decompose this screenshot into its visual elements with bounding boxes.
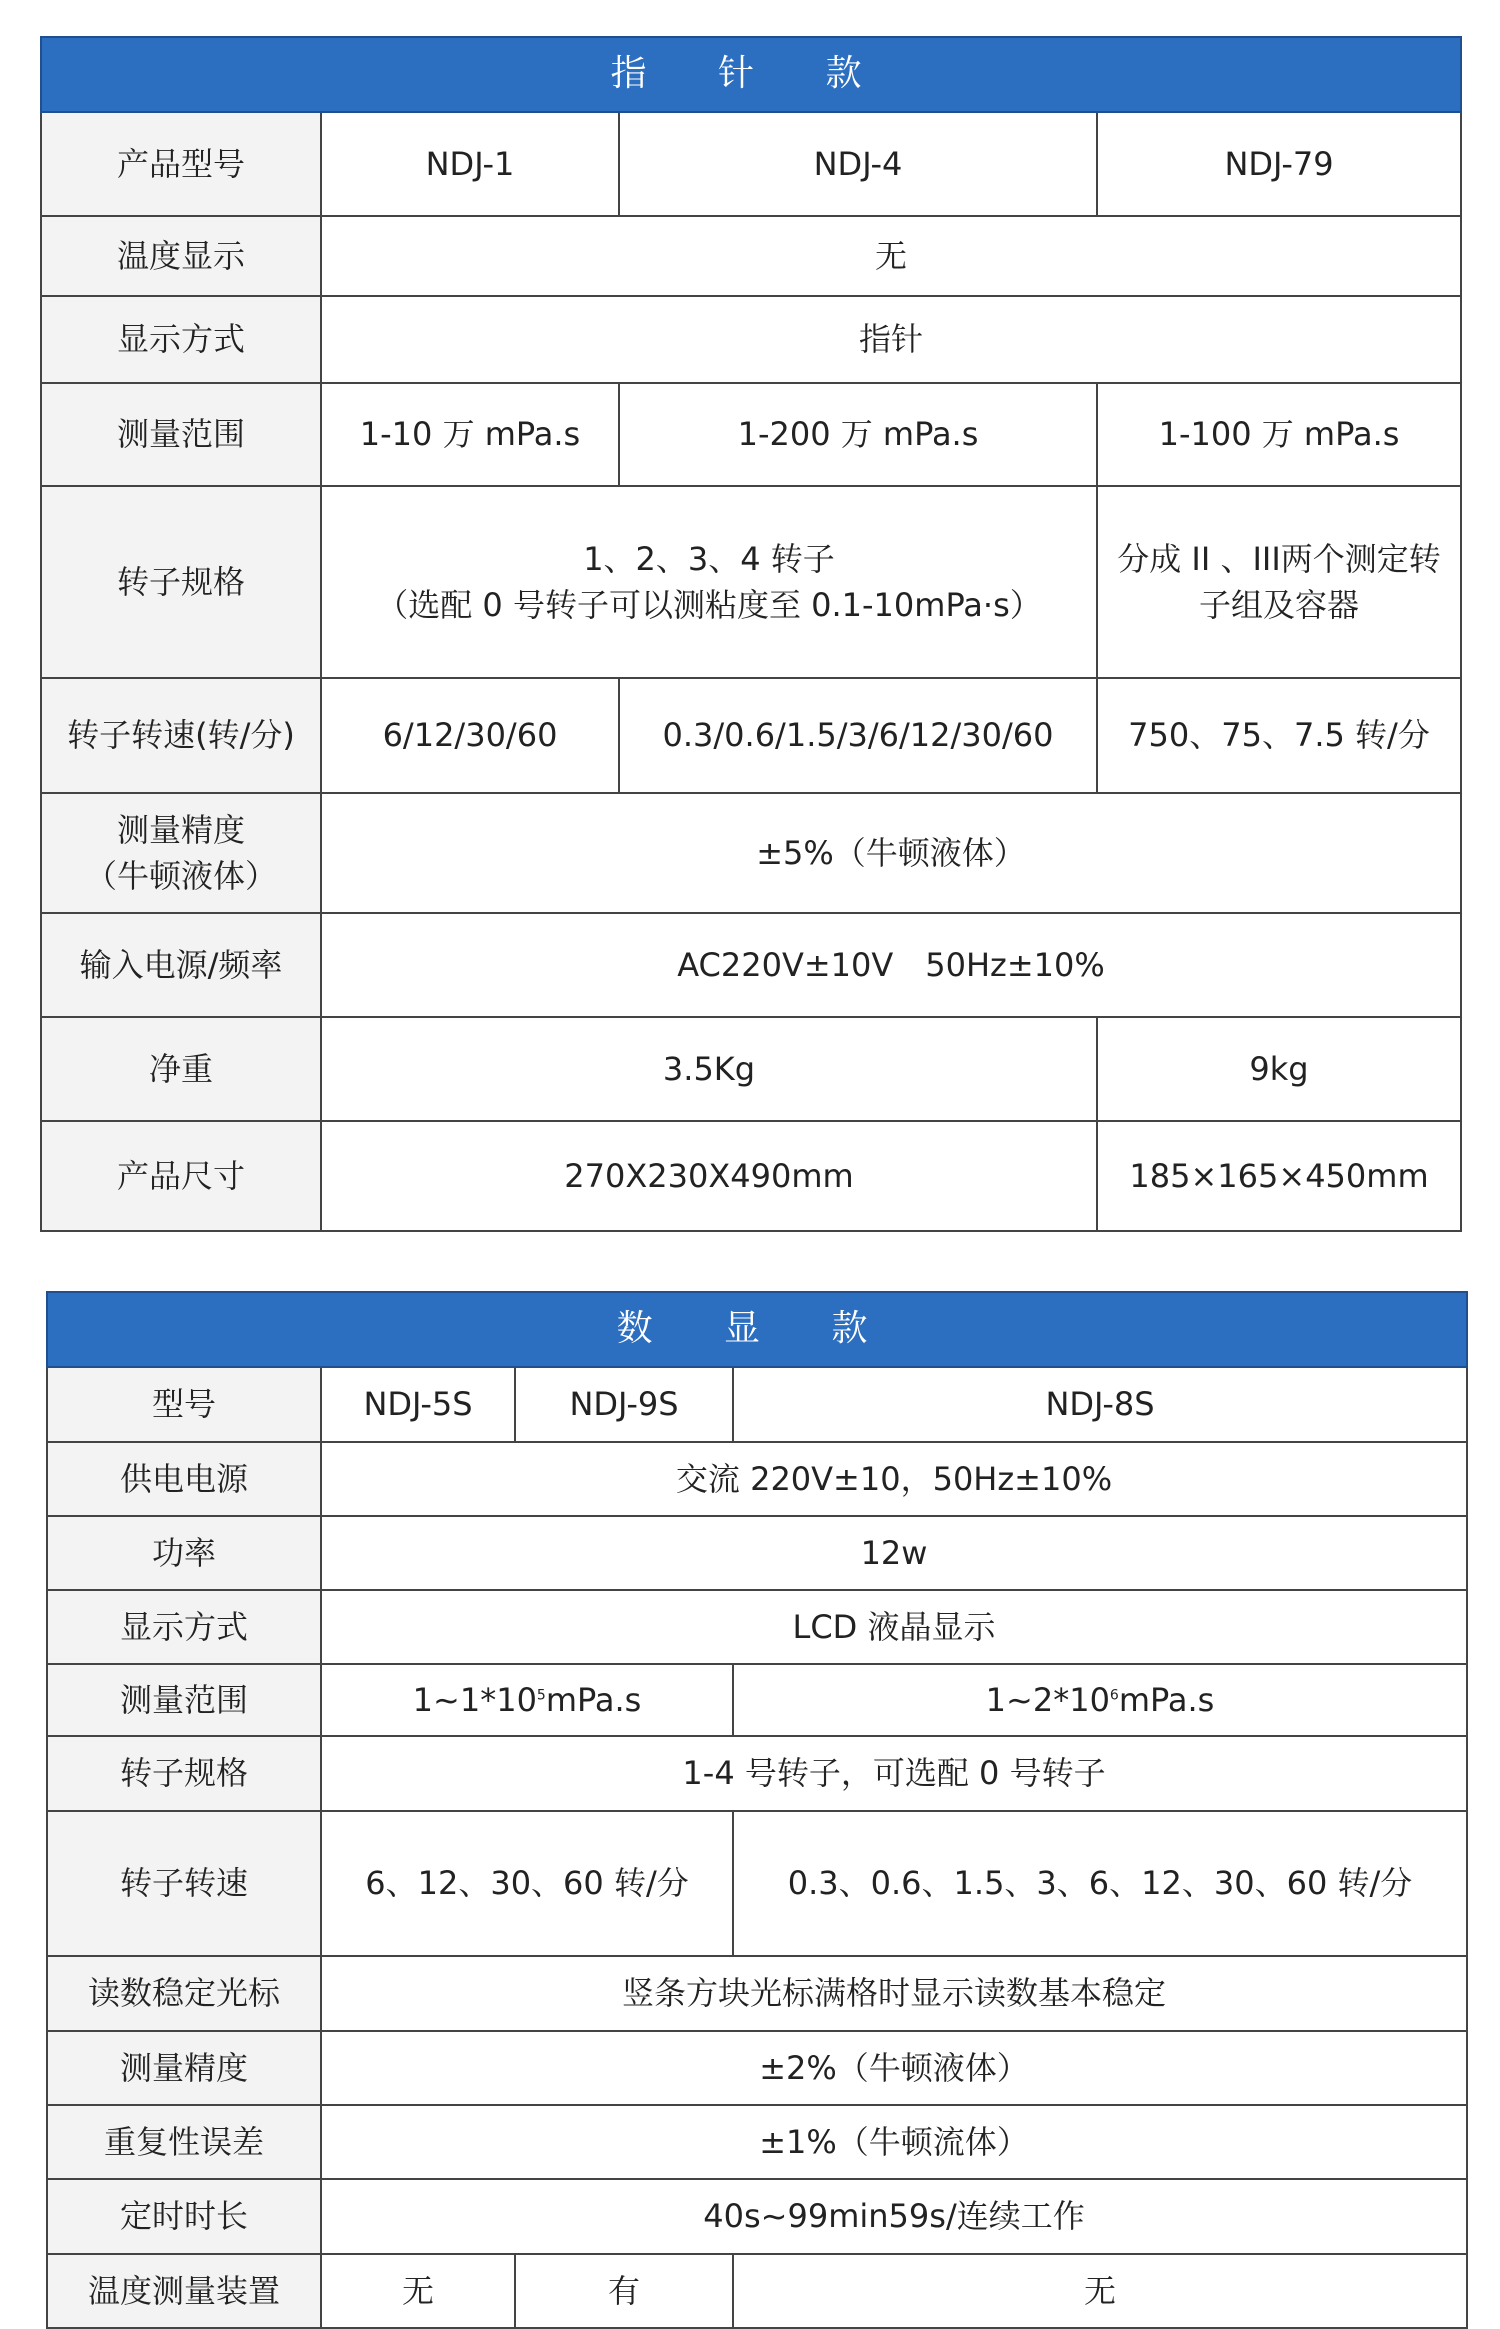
d-row-label-repeat: 重复性误差	[47, 2105, 321, 2179]
d-row-label-model: 型号	[47, 1367, 321, 1442]
rotor-line-1: 1、2、3、4 转子	[583, 539, 835, 578]
d-range-5s-9s	[321, 1664, 733, 1736]
range-8s-exp: 6	[1109, 1687, 1119, 1704]
d-row-label-timer: 定时时长	[47, 2179, 321, 2254]
row-label-weight: 净重	[41, 1017, 321, 1121]
model-ndj-8s: NDJ-8S	[733, 1367, 1467, 1442]
d-speed-8s: 0.3、0.6、1.5、3、6、12、30、60 转/分	[733, 1811, 1467, 1956]
speed-ndj-79: 750、75、7.5 转/分	[1097, 678, 1461, 793]
rotor-79-line-1: 分成 II 、III两个测定转	[1117, 539, 1441, 578]
size-ndj-79: 185×165×450mm	[1097, 1121, 1461, 1231]
pointer-spec-table	[40, 36, 1462, 1232]
d-row-label-range: 测量范围	[47, 1664, 321, 1736]
d-cursor-value: 竖条方块光标满格时显示读数基本稳定	[321, 1956, 1467, 2031]
row-label-accuracy	[41, 793, 321, 913]
size-ndj-1-4: 270X230X490mm	[321, 1121, 1097, 1231]
model-ndj-9s: NDJ-9S	[515, 1367, 733, 1442]
weight-ndj-1-4: 3.5Kg	[321, 1017, 1097, 1121]
range-ndj-79: 1-100 万 mPa.s	[1097, 383, 1461, 486]
speed-ndj-4: 0.3/0.6/1.5/3/6/12/30/60	[619, 678, 1097, 793]
row-label-speed: 转子转速(转/分)	[41, 678, 321, 793]
model-ndj-4: NDJ-4	[619, 112, 1097, 216]
rotor-ndj-1-4	[321, 486, 1097, 678]
display-mode-value: 指针	[321, 296, 1461, 383]
d-power-value: 12w	[321, 1516, 1467, 1590]
model-ndj-1: NDJ-1	[321, 112, 619, 216]
accuracy-value: ±5%（牛顿液体）	[321, 793, 1461, 913]
row-label-size: 产品尺寸	[41, 1121, 321, 1231]
model-ndj-5s: NDJ-5S	[321, 1367, 515, 1442]
row-label-model: 产品型号	[41, 112, 321, 216]
d-row-label-supply: 供电电源	[47, 1442, 321, 1516]
range-5s-exp: 5	[536, 1687, 546, 1704]
digital-table-title: 数 显 款	[47, 1292, 1467, 1367]
accuracy-label-line-1: 测量精度	[116, 810, 245, 849]
d-row-label-tempdev: 温度测量装置	[47, 2254, 321, 2328]
rotor-line-2: （选配 0 号转子可以测粘度至 0.1-10mPa·s）	[376, 586, 1042, 624]
row-label-display-mode: 显示方式	[41, 296, 321, 383]
tempdev-9s: 有	[515, 2254, 733, 2328]
speed-ndj-1: 6/12/30/60	[321, 678, 619, 793]
rotor-ndj-79	[1097, 486, 1461, 678]
row-label-temp-display: 温度显示	[41, 216, 321, 296]
model-ndj-79: NDJ-79	[1097, 112, 1461, 216]
d-display-value: LCD 液晶显示	[321, 1590, 1467, 1664]
range-ndj-4: 1-200 万 mPa.s	[619, 383, 1097, 486]
accuracy-label-line-2: （牛顿液体）	[84, 857, 277, 895]
d-timer-value: 40s~99min59s/连续工作	[321, 2179, 1467, 2254]
row-label-range: 测量范围	[41, 383, 321, 486]
weight-ndj-79: 9kg	[1097, 1017, 1461, 1121]
d-row-label-rotor: 转子规格	[47, 1736, 321, 1811]
range-ndj-1: 1-10 万 mPa.s	[321, 383, 619, 486]
d-row-label-speed: 转子转速	[47, 1811, 321, 1956]
range-5s-base: 1~1*10	[412, 1680, 537, 1719]
d-speed-5s-9s: 6、12、30、60 转/分	[321, 1811, 733, 1956]
row-label-rotor: 转子规格	[41, 486, 321, 678]
d-rotor-value: 1-4 号转子，可选配 0 号转子	[321, 1736, 1467, 1811]
temp-display-value: 无	[321, 216, 1461, 296]
rotor-79-line-2: 子组及容器	[1199, 586, 1360, 624]
d-row-label-display: 显示方式	[47, 1590, 321, 1664]
range-8s-unit: mPa.s	[1118, 1680, 1215, 1719]
power-value: AC220V±10V 50Hz±10%	[321, 913, 1461, 1017]
d-repeat-value: ±1%（牛顿流体）	[321, 2105, 1467, 2179]
supply-value: 交流 220V±10，50Hz±10%	[321, 1442, 1467, 1516]
pointer-table-title: 指 针 款	[41, 37, 1461, 112]
d-row-label-cursor: 读数稳定光标	[47, 1956, 321, 2031]
d-accuracy-value: ±2%（牛顿液体）	[321, 2031, 1467, 2105]
range-5s-unit: mPa.s	[545, 1680, 642, 1719]
range-8s-base: 1~2*10	[985, 1680, 1110, 1719]
tempdev-5s: 无	[321, 2254, 515, 2328]
row-label-power: 输入电源/频率	[41, 913, 321, 1017]
d-row-label-accuracy: 测量精度	[47, 2031, 321, 2105]
d-row-label-power: 功率	[47, 1516, 321, 1590]
d-range-8s	[733, 1664, 1467, 1736]
tempdev-8s: 无	[733, 2254, 1467, 2328]
digital-spec-table	[46, 1291, 1468, 2329]
